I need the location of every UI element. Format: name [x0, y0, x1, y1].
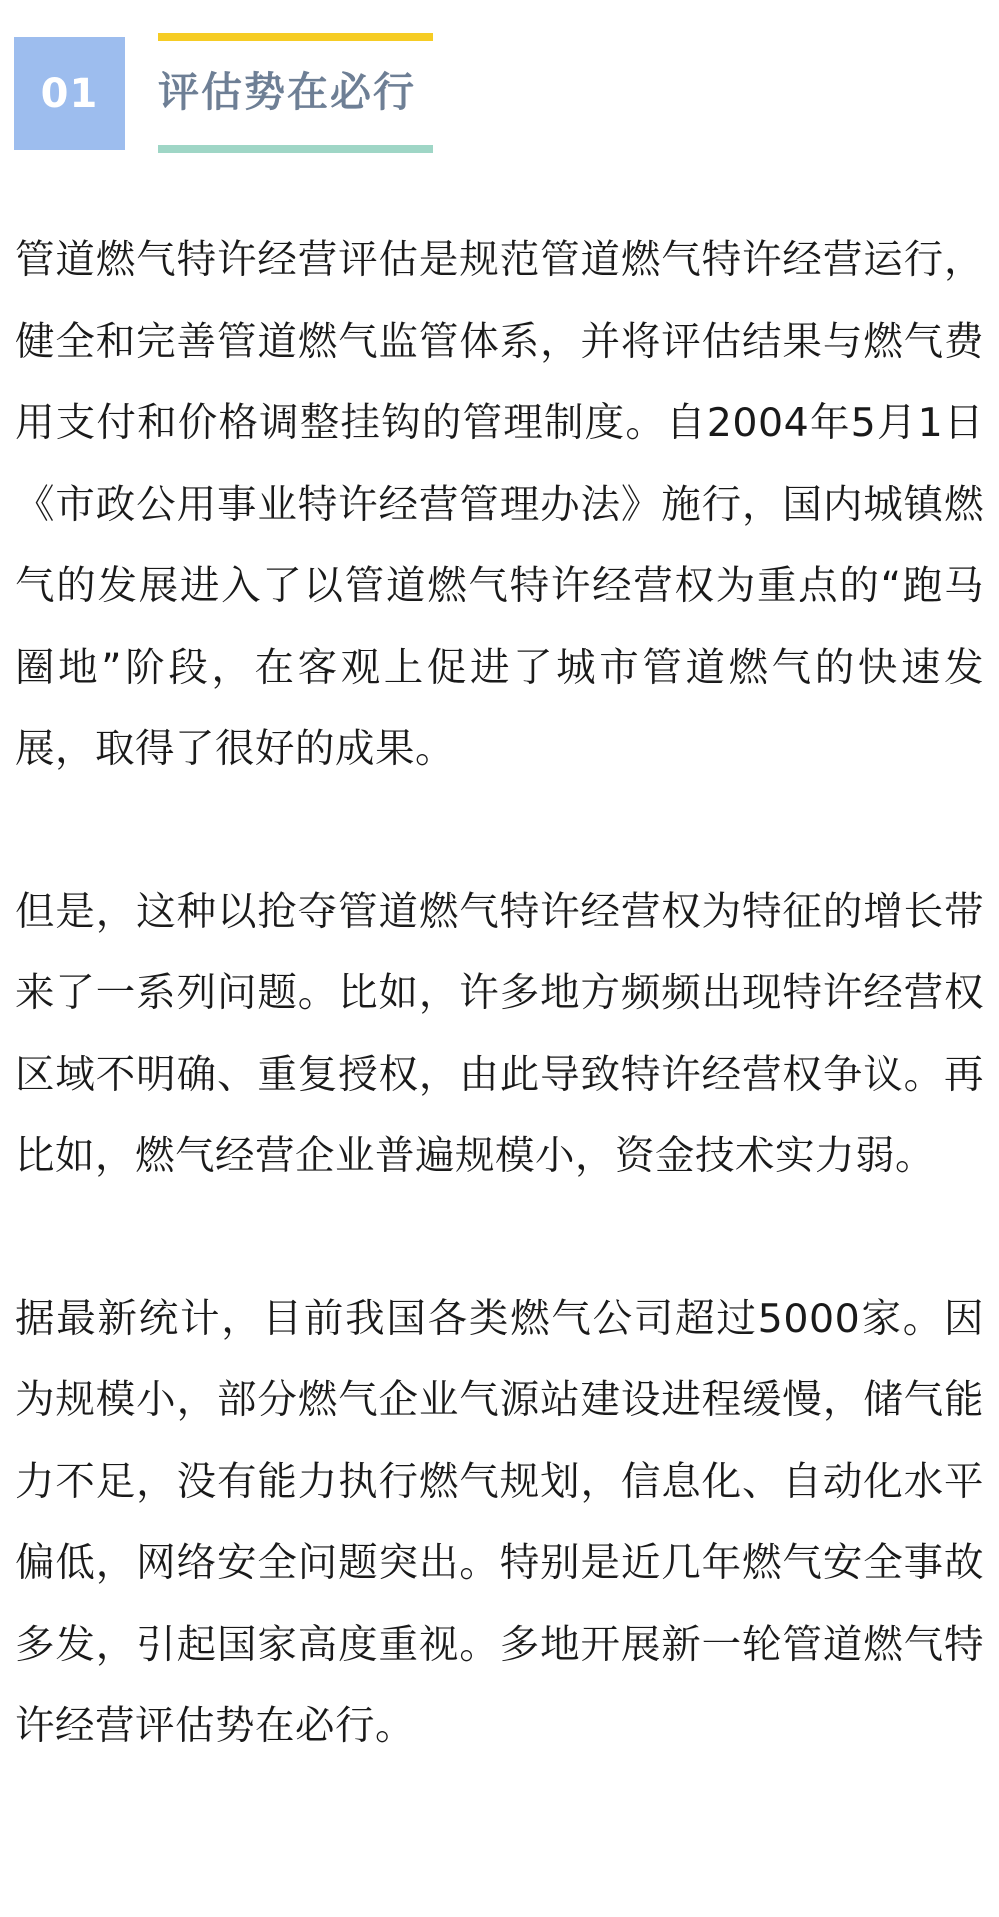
paragraph-3: 据最新统计，目前我国各类燃气公司超过5000家。因为规模小，部分燃气企业气源站建设进程缓慢，储气能力不足，没有能力执行燃气规划，信息化、自动化水平偏低，网络安全问题突出。特别是近几年燃气安全事故多发，引起国家高度重视。多地开展新一轮管道燃气特许经营评估势在必行。: [15, 1295, 984, 1749]
title-bottom-accent-bar: [158, 145, 433, 153]
section-title: 评估势在必行: [158, 68, 416, 116]
article-body: [15, 220, 984, 1768]
paragraph-2: 但是，这种以抢夺管道燃气特许经营权为特征的增长带来了一系列问题。比如，许多地方频频出现特许经营权区域不明确、重复授权，由此导致特许经营权争议。再比如，燃气经营企业普遍规模小，资金技术实力弱。: [15, 888, 984, 1179]
section-header: [0, 0, 999, 170]
title-top-accent-bar: [158, 33, 433, 41]
paragraph-spacer: [15, 1198, 984, 1279]
section-number-badge: 01: [14, 37, 125, 150]
paragraph-spacer: [15, 791, 984, 872]
paragraph-1: 管道燃气特许经营评估是规范管道燃气特许经营运行，健全和完善管道燃气监管体系，并将评估结果与燃气费用支付和价格调整挂钩的管理制度。自2004年5月1日《市政公用事业特许经营管理办法》施行，国内城镇燃气的发展进入了以管道燃气特许经营权为重点的“跑马圈地”阶段，在客观上促进了城市管道燃气的快速发展，取得了很好的成果。: [15, 237, 984, 772]
